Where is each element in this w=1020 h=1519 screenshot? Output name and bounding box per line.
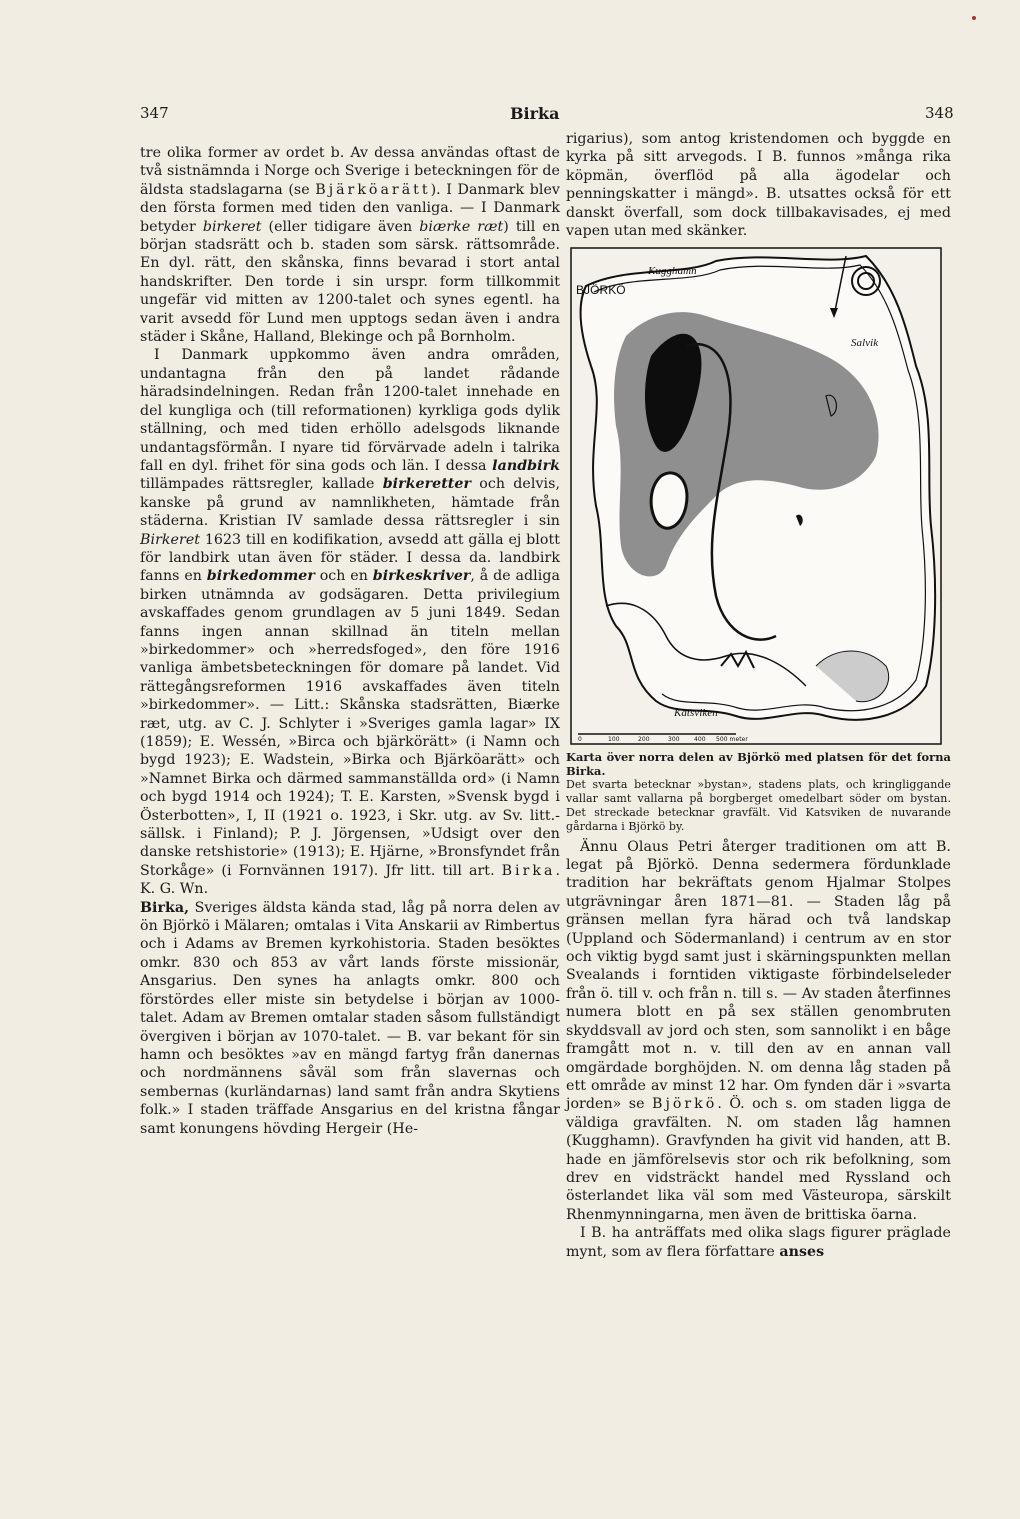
map-label-kugghamn: Kugghamn (648, 265, 697, 278)
map-label-bjorko: BJÖRKÖ (576, 283, 626, 298)
left-column (140, 144, 560, 1138)
scale-tick: 100 (608, 736, 620, 744)
ink-mark (972, 16, 976, 20)
running-title: Birka (510, 104, 560, 123)
paragraph: tre olika former av ordet b. Av dessa användas oftast de två sistnämnda i Norge och Sverige i beteckningen för de äldsta stadslagarna (se Bjärköarätt). I Danmark blev den första formen med tiden den vanliga. — I Danmark betyder birkeret (eller tidigare även biærke ræt) till en början stadsrätt och b. staden som särsk. rättsområde. En dyl. rätt, den skånska, finns bevarad i stort antal handskrifter. Den torde i sin urspr. form tillkommit ungefär vid mitten av 1200-talet och synes egentl. ha varit avsedd för Lund men upptogs sedan även i andra städer i Skåne, Halland, Blekinge och på Bornholm. (140, 145, 561, 346)
paragraph: Birka, Sveriges äldsta kända stad, låg på norra delen av ön Björkö i Mälaren; omtalas i Vita Anskarii av Rimbertus och i Adams av Bremen kyrkohistoria. Staden besöktes omkr. 830 och 853 av vårt lands förste missionär, Ansgarius. Den synes ha anlagts omkr. 800 och förstördes eller miste sin betydelse i början av 1000-talet. Adam av Bremen omtalar staden såsom fullständigt övergiven i början av 1070-talet. — B. var bekant för sin hamn och besöktes »av en mängd fartyg från danernas och nordmännens såväl som från slavernas och sembernas (kurländarnas) land samt från andra Skytiens folk.» I staden träffade Ansgarius en del kristna fångar samt konungens hövding Hergeir (He- (140, 899, 560, 1137)
map-svg (566, 246, 951, 746)
right-column (566, 130, 951, 1261)
paragraph: I B. ha anträffats med olika slags figurer präglade mynt, som av flera författare anses (566, 1225, 951, 1260)
paragraph: rigarius), som antog kristendomen och byggde en kyrka på sitt arvegods. I B. funnos »många rika köpmän, överflöd på alla ägodelar och penningskatter i mängd». B. utsattes också för ett danskt överfall, som dock tillbakavisades, ej med vapen utan med skänker. (566, 131, 951, 240)
scale-tick: 0 (578, 736, 582, 744)
figure-caption: Karta över norra delen av Björkö med platsen för det forna Birka. (566, 750, 951, 779)
scale-tick: 400 (694, 736, 706, 744)
map-label-katsviken: Katsviken (674, 707, 718, 720)
map-figure (566, 246, 951, 746)
map-label-salvik: Salvik (851, 337, 879, 350)
paragraph: I Danmark uppkommo även andra områden, undantagna från den på landet rådande häradsindelningen. Redan från 1200-talet innehade en del kungliga och (till reformationen) kyrkliga gods dylik ställning, och med tiden erhöllo adelsgods liknande undantagsförmån. I nyare tid förvärvade adeln i talrika fall en dyl. frihet för sina gods och län. I dessa landbirk tillämpades rättsregler, kallade birkeretter och delvis, kanske på grund av namnlikheten, hämtade från städerna. Kristian IV samlade dessa rättsregler i sin Birkeret 1623 till en kodifikation, avsedd att gälla ej blott för landbirk utan även för städer. I dessa da. landbirk fanns en birkedommer och en birkeskriver, å de adliga birken utnämnda av godsägaren. Detta privilegium avskaffades genom grundlagen av 5 juni 1849. Sedan fanns ingen annan skillnad än titeln mellan »birkedommer» och »herredsfoged», den före 1916 vanliga ämbetsbeteckningen för domare på landet. Vid rättegångsreformen 1916 avskaffades även titeln »birkedommer». — Litt.: Skånska stadsrätten, Biærke ræt, utg. av C. J. Schlyter i »Sveriges gamla lagar» IX (1859); E. Wessén, »Birca och bjärkörätt» (i Namn och bygd 1923); E. Wadstein, »Birka och Bjärköarätt» och »Namnet Birka och därmed sammanställda ord» (i Namn och bygd 1914 och 1924); T. E. Karsten, »Svensk bygd i Österbotten», I, II (1921 o. 1923, i Skr. utg. av Sv. litt.-sällsk. i Finland); P. J. Jörgensen, »Udsigt over den danske retshistorie» (1913); E. Hjärne, »Bronsfyndet från Storkåge» (i Fornvännen 1917). Jfr litt. till art. Birka. K. G. Wn. (140, 347, 560, 898)
page-number-right: 348 (925, 104, 954, 122)
page-number-left: 347 (140, 104, 169, 122)
scale-tick: 300 (668, 736, 680, 744)
figure-caption-detail: Det svarta betecknar »bystan», stadens plats, och kringliggande vallar samt vallarna på borgberget omedelbart söder om bystan. Det streckade betecknar gravfält. Vid Katsviken de nuvarande gårdarna i Björkö by. (566, 778, 951, 833)
paragraph: Ännu Olaus Petri återger traditionen om att B. legat på Björkö. Denna sedermera fördunklade tradition har bekräftats genom Hjalmar Stolpes utgrävningar åren 1871—81. — Staden låg på gränsen mellan fyra härad och två landskap (Uppland och Södermanland) i centrum av en stor och viktig bygd samt just i skärningspunkten mellan Svealands i forntiden viktigaste förbindelseleder från ö. till v. och från n. till s. — Av staden återfinnes numera blott en på sex ställen genombruten skyddsvall av jord och sten, som sannolikt i en båge framgått mot n. v. till den av en annan vall omgärdade borghöjden. N. om denna låg staden på ett område av minst 12 har. Om fynden där i »svarta jorden» se Björkö. Ö. och s. om staden ligga de väldiga gravfälten. N. om staden låg hamnen (Kugghamn). Gravfynden ha givit vid handen, att B. hade en jämförelsevis stor och rik befolkning, som drev en vidsträckt handel med Ryssland och österlandet lika väl som med Västeuropa, särskilt Rhenmynningarna, men även de brittiska öarna. (566, 838, 952, 1223)
scale-tick: 500 meter (716, 736, 748, 744)
scale-tick: 200 (638, 736, 650, 744)
